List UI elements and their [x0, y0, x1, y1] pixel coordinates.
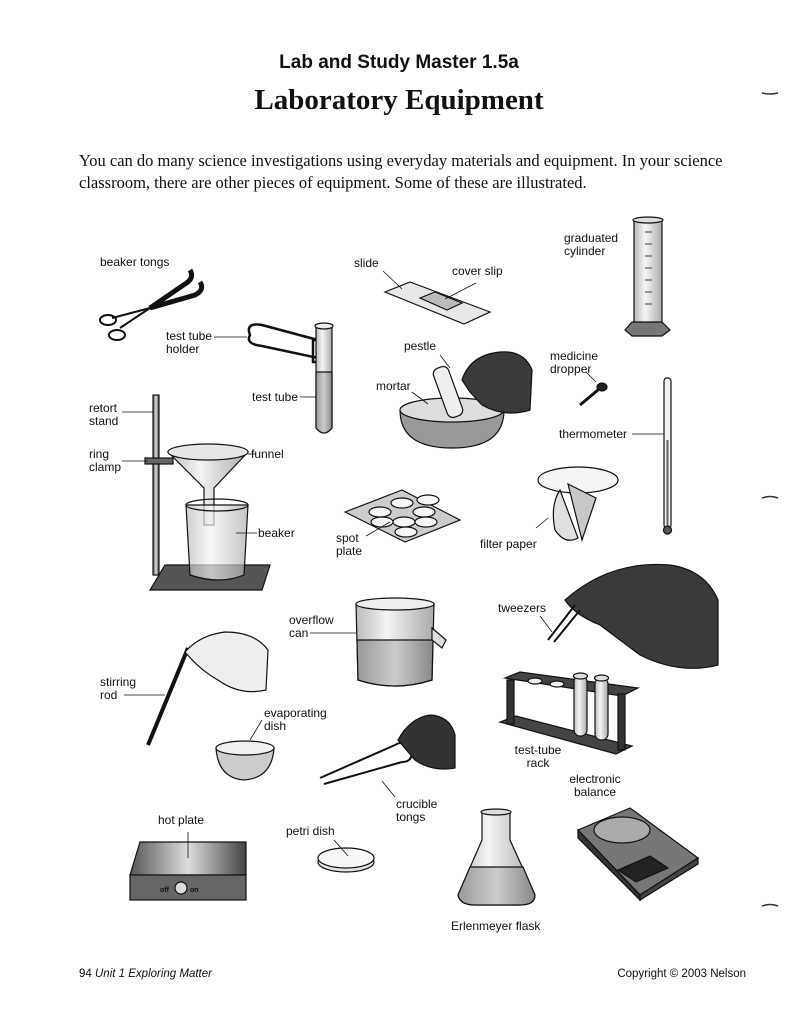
- erlenmeyer-flask-illustration: [458, 809, 535, 905]
- copyright: Copyright © 2003 Nelson: [617, 968, 746, 980]
- label-electronic-balance-1: electronic: [569, 772, 621, 786]
- label-funnel: funnel: [251, 447, 284, 461]
- label-mortar: mortar: [376, 379, 411, 393]
- thermometer-illustration: [632, 378, 672, 534]
- unit-title: Exploring Matter: [128, 968, 212, 980]
- label-tweezers: tweezers: [498, 601, 547, 615]
- tweezers-illustration: [540, 564, 718, 668]
- label-ring-clamp-2: clamp: [89, 460, 122, 474]
- footer-left: [79, 968, 212, 980]
- label-pestle: pestle: [404, 339, 437, 353]
- graduated-cylinder-illustration: [625, 217, 670, 336]
- label-test-tube: test tube: [252, 390, 299, 404]
- label-thermometer: thermometer: [559, 427, 628, 441]
- label-graduated-cylinder-2: cylinder: [564, 244, 606, 258]
- label-test-tube-rack-2: rack: [526, 756, 550, 770]
- label-spot-plate-1: spot: [336, 531, 359, 545]
- electronic-balance-illustration: [578, 808, 698, 900]
- label-cover-slip: cover slip: [452, 264, 503, 278]
- margin-marks: [762, 93, 778, 906]
- label-retort-stand-2: stand: [89, 414, 119, 428]
- label-hot-plate: hot plate: [158, 813, 205, 827]
- label-ring-clamp-1: ring: [89, 447, 110, 461]
- label-erlenmeyer-flask: Erlenmeyer flask: [451, 919, 541, 933]
- page-title: Laboratory Equipment: [254, 84, 544, 116]
- crucible-tongs-illustration: [320, 715, 455, 797]
- label-stirring-rod-2: rod: [100, 688, 118, 702]
- label-medicine-dropper-2: dropper: [550, 362, 592, 376]
- label-electronic-balance-2: balance: [573, 785, 617, 799]
- master-subtitle: Lab and Study Master 1.5a: [279, 52, 519, 73]
- label-stirring-rod-1: stirring: [100, 675, 137, 689]
- label-slide: slide: [354, 256, 379, 270]
- hot-plate-off-text: off: [160, 887, 169, 894]
- label-retort-stand-1: retort: [89, 401, 118, 415]
- label-evaporating-dish-2: dish: [264, 719, 287, 733]
- label-petri-dish: petri dish: [286, 824, 335, 838]
- stirring-rod-illustration: [124, 632, 268, 745]
- label-beaker-tongs: beaker tongs: [100, 255, 170, 269]
- filter-paper-illustration: [536, 467, 618, 540]
- test-tube-rack-illustration: [500, 672, 638, 754]
- label-test-tube-holder-2: holder: [166, 342, 200, 356]
- label-filter-paper: filter paper: [480, 537, 537, 551]
- hot-plate-on-text: on: [190, 887, 199, 894]
- overflow-can-illustration: [310, 598, 446, 686]
- test-tube-holder-illustration: [214, 324, 327, 362]
- label-beaker: beaker: [258, 526, 295, 540]
- label-evaporating-dish-1: evaporating: [264, 706, 327, 720]
- label-test-tube-holder-1: test tube: [166, 329, 213, 343]
- label-crucible-tongs-2: tongs: [396, 810, 426, 824]
- spot-plate-illustration: [345, 490, 460, 542]
- label-medicine-dropper-1: medicine: [550, 349, 599, 363]
- label-spot-plate-2: plate: [336, 544, 363, 558]
- label-crucible-tongs-1: crucible: [396, 797, 438, 811]
- petri-dish-illustration: [318, 840, 374, 872]
- intro-paragraph: You can do many science investigations using everyday materials and equipment. In your science classroom, there are other pieces of equipment. Some of these are illustrated.: [79, 151, 723, 192]
- unit-number: Unit 1: [95, 968, 126, 980]
- mortar-pestle-illustration: [400, 352, 532, 448]
- label-overflow-can-1: overflow: [289, 613, 334, 627]
- hot-plate-illustration: [130, 832, 246, 900]
- medicine-dropper-illustration: [580, 372, 607, 405]
- label-overflow-can-2: can: [289, 626, 309, 640]
- label-test-tube-rack-1: test-tube: [514, 743, 562, 757]
- test-tube-illustration: [300, 323, 333, 433]
- page-number: 94: [79, 968, 92, 980]
- label-graduated-cylinder-1: graduated: [564, 231, 619, 245]
